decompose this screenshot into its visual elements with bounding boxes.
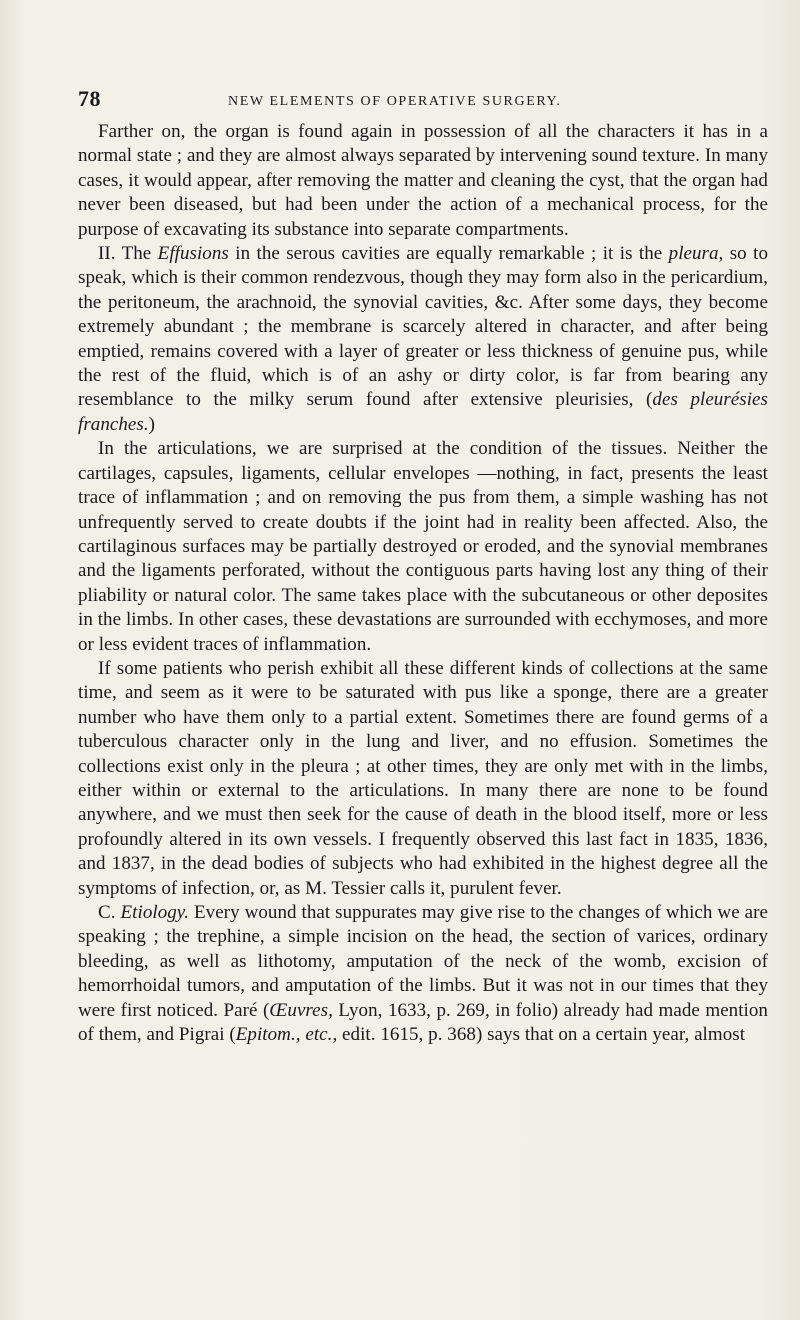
italic-term-etiology: Etiology. [120, 902, 190, 923]
paragraph-effusions [78, 242, 768, 437]
paragraph-text: Lyon, 1633, p. 269, in folio) already had made mention of them, and Pigrai ( [78, 999, 768, 1046]
italic-term-pleura: pleura, [668, 243, 724, 265]
paragraph-text: Farther on, the organ is found again in possession of all the characters it has in a normal state ; and they are almost always separated by intervening sound texture. In many cases, it would appear, after removing the matter and cleaning the cyst, that the organ had never been diseased, but had been under the action of a mechanical process, for the purpose of excavating its substance into separate compartments. [78, 121, 768, 240]
italic-term-epitom: Epitom., etc., [235, 1024, 338, 1046]
paragraph-text: In the articulations, we are surprised at the condition of the tissues. Neither the cartilages, capsules, ligaments, cellular envelopes —nothing, in fact, presents the least trace of inflammation ; and on removing the pus from them, a simple washing has not unfrequently served to create doubts if the joint had in reality been affected. Also, the cartilaginous surfaces may be partially destroyed or eroded, and the synovial membranes and the ligaments perforated, without the contiguous parts having lost any thing of their pliability or natural color. The same takes place with the subcutaneous or other deposites in the limbs. In other cases, these devastations are surrounded with ecchymoses, and more or less evident traces of inflammation. [78, 438, 768, 655]
paragraph-text: If some patients who perish exhibit all these different kinds of collections at the same time, and seem as it were to be saturated with pus like a sponge, there are a greater number who have them only to a partial extent. Sometimes there are found germs of a tuberculous character only in the lung and liver, and no effusion. Sometimes the collections exist only in the pleura ; at other times, they are only met with in the limbs, either within or external to the articulations. In many there are none to be found anywhere, and we must then seek for the cause of death in the blood itself, more or less profoundly altered in its own vessels. I frequently observed this last fact in 1835, 1836, and 1837, in the dead bodies of subjects who had exhibited in the highest degree all the symptoms of infection, or, as M. Tessier calls it, purulent fever. [78, 657, 768, 899]
paragraph-text: edit. 1615, p. 368) says that on a certain year, almost [337, 1024, 746, 1046]
page-number: 78 [78, 86, 101, 111]
paragraph-collections [78, 657, 768, 901]
paragraph-articulations [78, 437, 768, 657]
paragraph-text: II. The [98, 243, 158, 265]
italic-term-pleuresies: des pleurésies franches. [78, 389, 768, 435]
body-text [78, 120, 768, 1047]
paragraph-text: in the serous cavities are equally remarkable ; it is the [228, 243, 669, 265]
paragraph-cyst-organ [78, 120, 768, 242]
paragraph-text: ) [148, 413, 156, 435]
paragraph-etiology [78, 901, 768, 1047]
paragraph-text: Every wound that suppurates may give rise to the changes of which we are speaking ; the trephine, a simple incision on the head, the section of varices, ordinary bleeding, as well as lithotomy, amputation of the neck of the womb, excision of hemorrhoidal tumors, and amputation of the limbs. But it was not in our times that they were first noticed. Paré ( [78, 902, 769, 1021]
italic-term-oeuvres: Œuvres, [269, 999, 333, 1021]
paragraph-text: so to speak, which is their common rendezvous, though they may form also in the pericardium, the peritoneum, the arachnoid, the synovial cavities, &c. After some days, they become extremely abundant ; the membrane is scarcely altered in character, and after being emptied, remains covered with a layer of greater or less thickness of genuine pus, while the rest of the fluid, which is of an ashy or dirty color, is far from bearing any resemblance to the milky serum found after extensive pleurisies, ( [78, 243, 768, 411]
running-head: NEW ELEMENTS OF OPERATIVE SURGERY. [228, 94, 562, 109]
page-header [78, 88, 768, 114]
italic-term-effusions: Effusions [157, 243, 229, 265]
paragraph-text: C. [98, 902, 121, 923]
